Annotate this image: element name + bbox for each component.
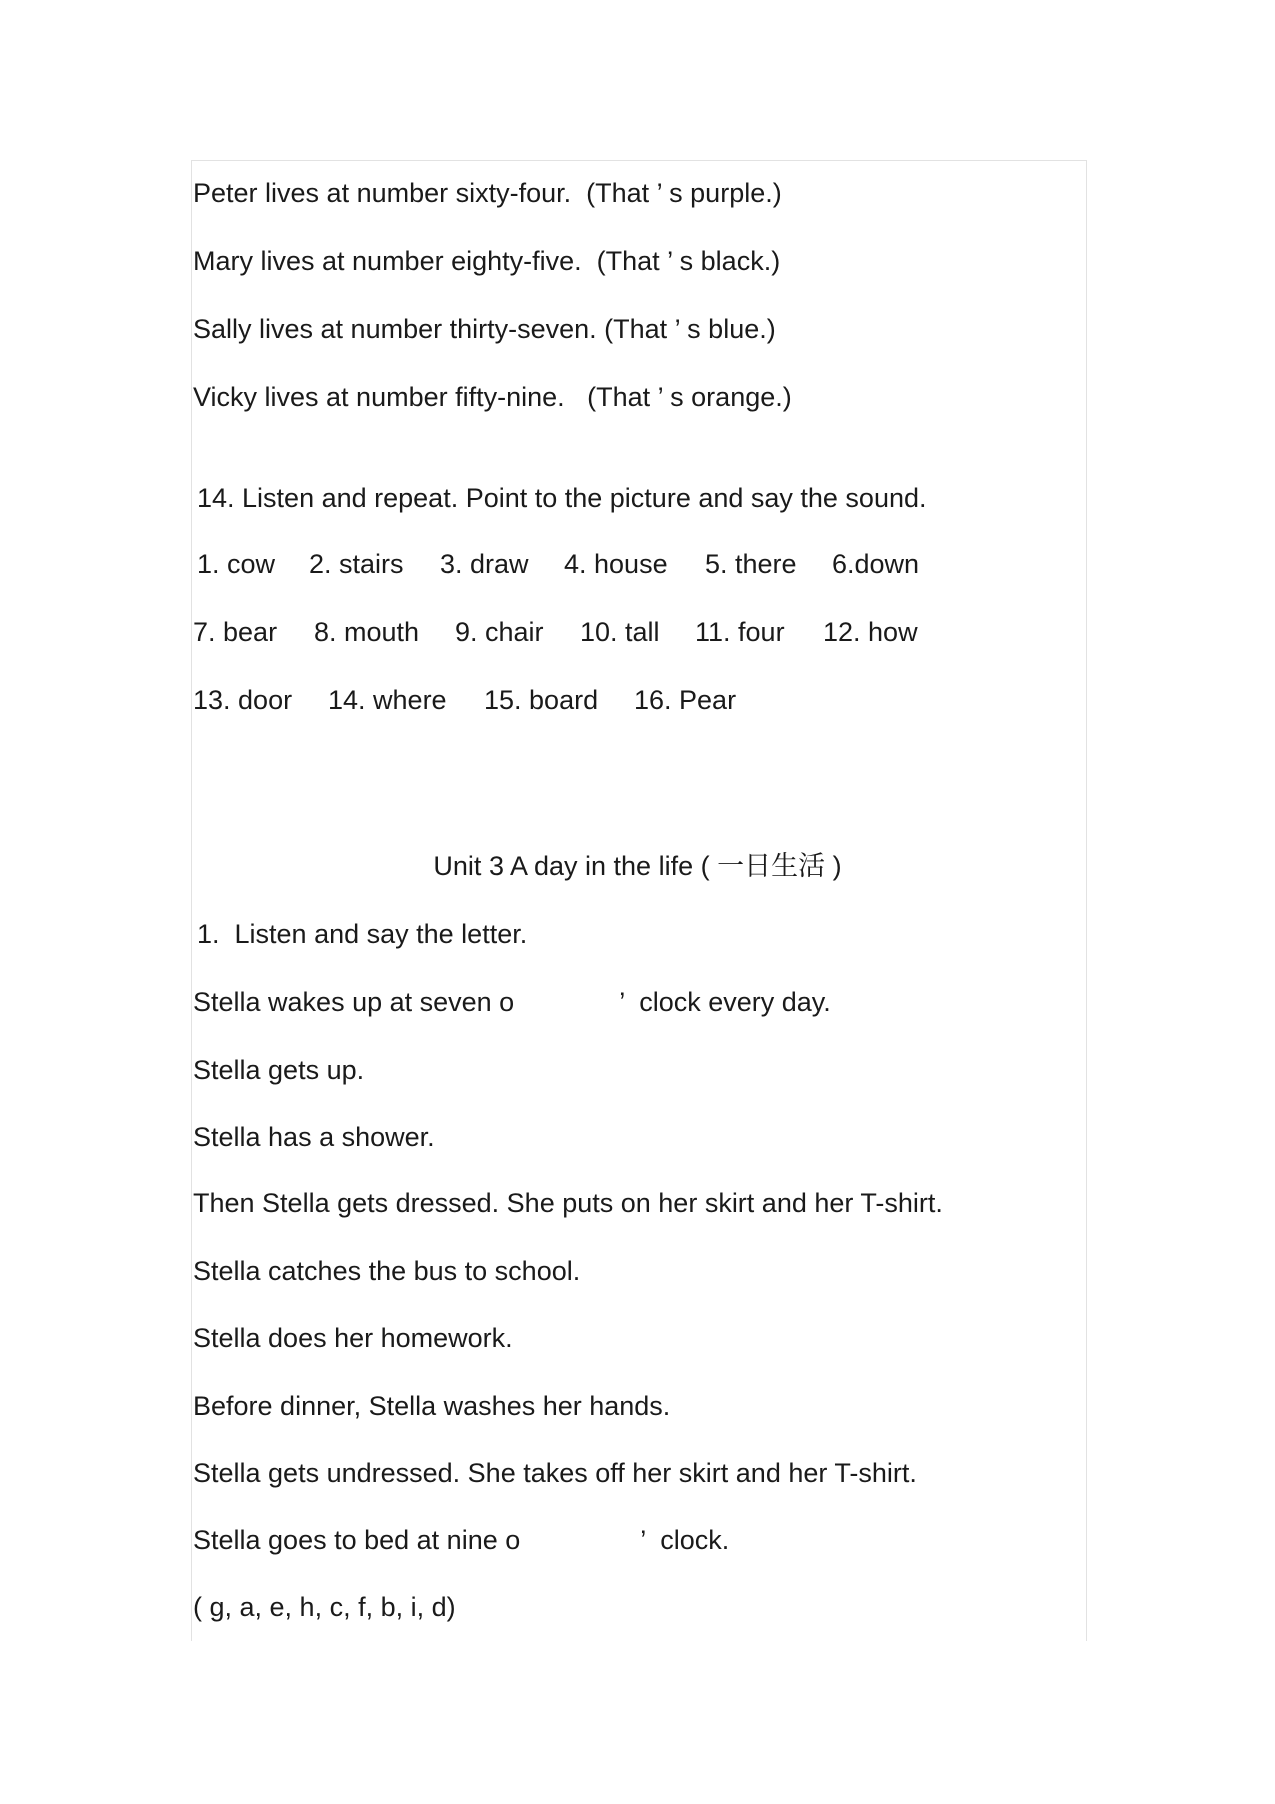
text-line: Peter lives at number sixty-four. (That ’ s purple.) xyxy=(193,178,782,208)
word-item: 6.down xyxy=(832,549,920,579)
word-item: 5. there xyxy=(705,549,797,579)
word-item: 16. Pear xyxy=(634,685,737,715)
word-item: 7. bear xyxy=(193,617,278,647)
unit-title: Unit 3 A day in the life ( 一日生活 ) xyxy=(433,851,842,881)
text-line: Stella gets undressed. She takes off her skirt and her T-shirt. xyxy=(193,1458,917,1488)
exercise-instruction: 14. Listen and repeat. Point to the picture and say the sound. xyxy=(197,483,927,513)
text-line: Stella has a shower. xyxy=(193,1122,435,1152)
word-item: 15. board xyxy=(484,685,599,715)
word-item: 1. cow xyxy=(197,549,276,579)
text-line: Stella catches the bus to school. xyxy=(193,1256,581,1286)
word-item: 3. draw xyxy=(440,549,529,579)
text-line: Stella gets up. xyxy=(193,1055,365,1085)
text-line: Before dinner, Stella washes her hands. xyxy=(193,1391,671,1421)
answer-key: ( g, a, e, h, c, f, b, i, d) xyxy=(193,1592,456,1622)
word-item: 9. chair xyxy=(455,617,544,647)
word-item: 11. four xyxy=(695,617,785,647)
word-item: 14. where xyxy=(328,685,447,715)
word-row xyxy=(193,684,736,716)
word-item: 8. mouth xyxy=(314,617,420,647)
text-line: Vicky lives at number fifty-nine. (That ’ s orange.) xyxy=(193,382,792,412)
word-row xyxy=(197,548,919,580)
text-line: Then Stella gets dressed. She puts on her skirt and her T-shirt. xyxy=(193,1188,943,1218)
word-item: 4. house xyxy=(564,549,668,579)
text-line: Stella goes to bed at nine o ’ clock. xyxy=(193,1525,730,1555)
word-item: 13. door xyxy=(193,685,293,715)
word-item: 10. tall xyxy=(580,617,660,647)
text-line: Stella wakes up at seven o ’ clock every day. xyxy=(193,987,831,1017)
word-item: 12. how xyxy=(823,617,918,647)
text-line: Stella does her homework. xyxy=(193,1323,513,1353)
word-row xyxy=(193,616,918,648)
text-line: Sally lives at number thirty-seven. (That ’ s blue.) xyxy=(193,314,776,344)
exercise-instruction: 1. Listen and say the letter. xyxy=(197,919,528,949)
text-line: Mary lives at number eighty-five. (That ’ s black.) xyxy=(193,246,781,276)
word-item: 2. stairs xyxy=(309,549,404,579)
